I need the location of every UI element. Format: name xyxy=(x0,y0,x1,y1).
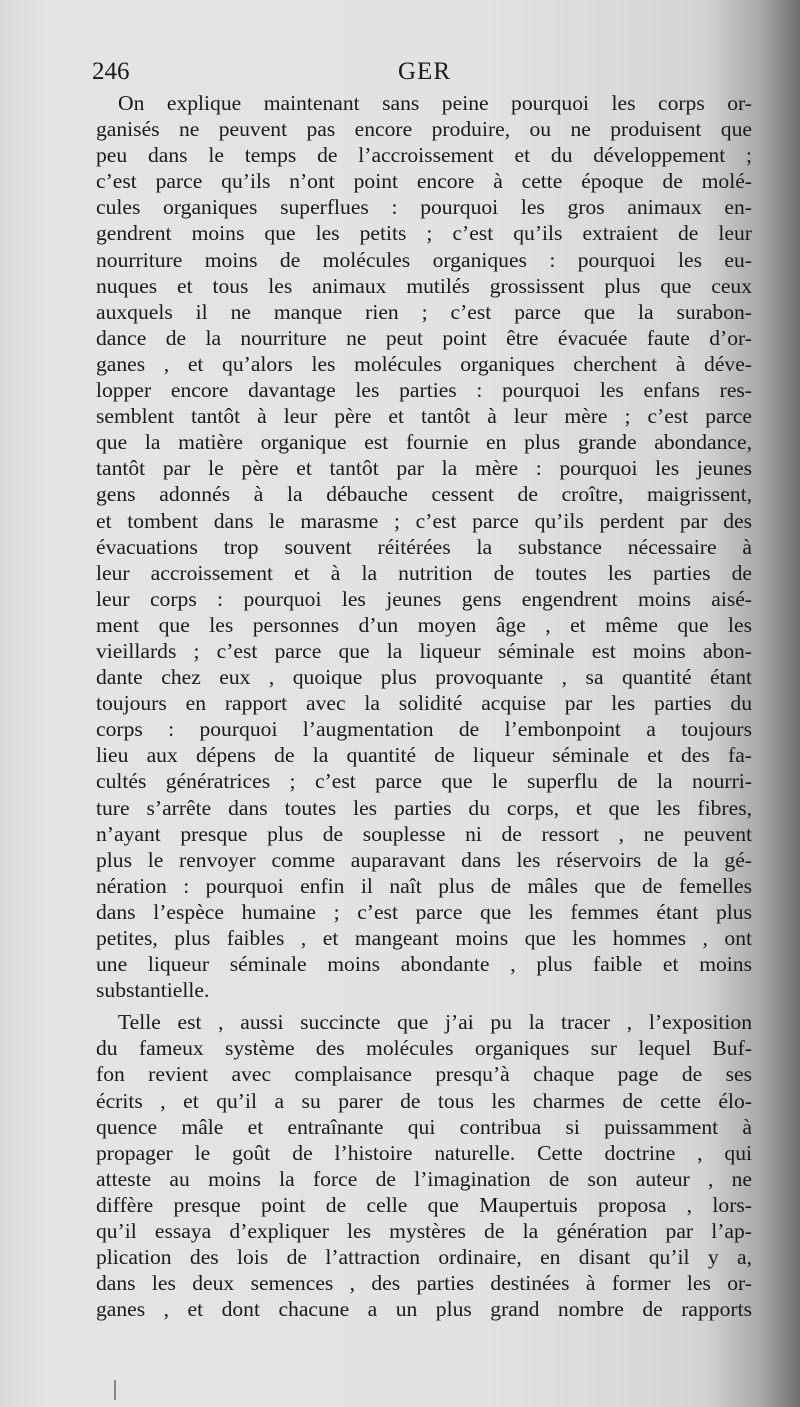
text-line: atteste au moins la force de l’imagination de son auteur , ne xyxy=(96,1166,752,1191)
text-line: diffère presque point de celle que Maupertuis proposa , lors- xyxy=(96,1192,752,1217)
text-line: ment que les personnes d’un moyen âge , et même que les xyxy=(96,612,752,637)
text-line: évacuations trop souvent réitérées la substance nécessaire à xyxy=(96,534,752,559)
text-line: toujours en rapport avec la solidité acquise par les parties du xyxy=(96,691,752,716)
text-line: leur accroissement et à la nutrition de toutes les parties de xyxy=(96,560,752,585)
margin-mark xyxy=(114,1380,116,1400)
text-line: dans l’espèce humaine ; c’est parce que les femmes étant plus xyxy=(96,899,752,924)
text-line: vieillards ; c’est parce que la liqueur séminale est moins abon- xyxy=(96,638,752,663)
text-line: que la matière organique est fournie en plus grande abondance, xyxy=(96,430,752,455)
text-line: une liqueur séminale moins abondante , plus faible et moins xyxy=(96,952,752,977)
text-line: propager le goût de l’histoire naturelle. Cette doctrine , qui xyxy=(96,1140,752,1165)
text-line: substantielle. xyxy=(96,978,210,1003)
text-line: dans les deux semences , des parties destinées à former les or- xyxy=(96,1271,752,1296)
text-line: leur corps : pourquoi les jeunes gens engendrent moins aisé- xyxy=(96,586,752,611)
text-line: du fameux système des molécules organiques sur lequel Buf- xyxy=(96,1036,752,1061)
paragraph-1 xyxy=(96,90,752,1003)
text-line: Telle est , aussi succincte que j’ai pu la tracer , l’exposition xyxy=(118,1010,752,1035)
text-line: plus le renvoyer comme auparavant dans les réservoirs de la gé- xyxy=(96,847,752,872)
page-number: 246 xyxy=(92,58,130,85)
page-header xyxy=(92,58,752,88)
text-line: ture s’arrête dans toutes les parties du corps, et que les fibres, xyxy=(96,795,752,820)
text-line: tantôt par le père et tantôt par la mère : pourquoi les jeunes xyxy=(96,456,752,481)
text-line: ganes , et qu’alors les molécules organiques cherchent à déve- xyxy=(96,351,752,376)
text-line: corps : pourquoi l’augmentation de l’embonpoint a toujours xyxy=(96,717,752,742)
text-line: n’ayant presque plus de souplesse ni de ressort , ne peuvent xyxy=(96,821,752,846)
text-line: ganes , et dont chacune a un plus grand nombre de rapports xyxy=(96,1297,752,1322)
paragraph-2 xyxy=(96,1009,752,1322)
text-line: nération : pourquoi enfin il naît plus de mâles que de femelles xyxy=(96,873,752,898)
text-line: c’est parce qu’ils n’ont point encore à cette époque de molé- xyxy=(96,169,752,194)
text-line: dante chez eux , quoique plus provoquante , sa quantité étant xyxy=(96,665,752,690)
text-line: fon revient avec complaisance presqu’à chaque page de ses xyxy=(96,1062,752,1087)
text-line: cultés génératrices ; c’est parce que le superflu de la nourri- xyxy=(96,769,752,794)
running-head: GER xyxy=(398,58,451,85)
text-line: cules organiques superflues : pourquoi les gros animaux en- xyxy=(96,195,752,220)
text-line: auxquels il ne manque rien ; c’est parce que la surabon- xyxy=(96,299,752,324)
text-line: gens adonnés à la débauche cessent de croître, maigrissent, xyxy=(96,482,752,507)
text-line: écrits , et qu’il a su parer de tous les charmes de cette élo- xyxy=(96,1088,752,1113)
text-line: lopper encore davantage les parties : pourquoi les enfans res- xyxy=(96,378,752,403)
text-line: semblent tantôt à leur père et tantôt à leur mère ; c’est parce xyxy=(96,404,752,429)
text-line: plication des lois de l’attraction ordinaire, en disant qu’il y a, xyxy=(96,1245,752,1270)
text-line: gendrent moins que les petits ; c’est qu’ils extraient de leur xyxy=(96,221,752,246)
text-line: nuques et tous les animaux mutilés grossissent plus que ceux xyxy=(96,273,752,298)
text-line: dance de la nourriture ne peut point être évacuée faute d’or- xyxy=(96,325,752,350)
body-text xyxy=(96,90,752,1322)
text-line: quence mâle et entraînante qui contribua si puissamment à xyxy=(96,1114,752,1139)
text-line: peu dans le temps de l’accroissement et du développement ; xyxy=(96,143,752,168)
text-line: nourriture moins de molécules organiques : pourquoi les eu- xyxy=(96,247,752,272)
text-line: ganisés ne peuvent pas encore produire, ou ne produisent que xyxy=(96,117,752,142)
text-line: petites, plus faibles , et mangeant moins que les hommes , ont xyxy=(96,926,752,950)
text-line: lieu aux dépens de la quantité de liqueur séminale et des fa- xyxy=(96,743,752,768)
text-line: qu’il essaya d’expliquer les mystères de la génération par l’ap- xyxy=(96,1219,752,1244)
text-line: et tombent dans le marasme ; c’est parce qu’ils perdent par des xyxy=(96,508,752,533)
text-line: On explique maintenant sans peine pourquoi les corps or- xyxy=(118,91,752,115)
